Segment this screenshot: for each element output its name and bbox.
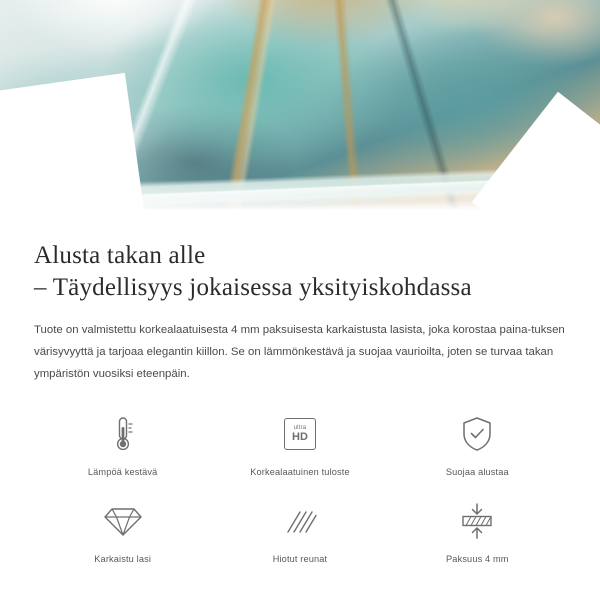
thickness-arrows-icon xyxy=(458,499,496,543)
hero-image-canvas xyxy=(0,0,600,222)
feature-label: Suojaa alustaa xyxy=(445,466,509,477)
ultra-hd-icon xyxy=(284,412,316,456)
feature-item-print-quality xyxy=(211,412,388,477)
content-area xyxy=(0,240,600,564)
feature-label: Karkaistu lasi xyxy=(94,553,152,564)
hero-bottom-fade xyxy=(0,180,600,222)
feature-label: Paksuus 4 mm xyxy=(446,553,509,564)
feature-item-heat-resistant xyxy=(34,412,211,477)
hero-image xyxy=(0,0,600,222)
feature-item-surface-protection xyxy=(389,412,566,477)
description-paragraph: Tuote on valmistettu korkealaatuisesta 4 mm paksuisesta karkaistusta lasista, joka korostaa paina-tuksen värisyvyyttä ja tarjoaa elegantin kiillon. Se on lämmönkestävä ja suojaa vaurioilta, joten se turvaa takan ympäristön vuosiksi eteenpäin. xyxy=(34,324,565,380)
diamond-icon xyxy=(103,499,143,543)
page-title xyxy=(34,240,566,304)
headline-line-1: Alusta takan alle xyxy=(34,242,206,269)
ultra-hd-badge-bottom: HD xyxy=(292,430,308,443)
feature-item-thickness xyxy=(389,499,566,564)
feature-item-polished-edges xyxy=(211,499,388,564)
feature-label: Lämpöä kestävä xyxy=(87,466,158,477)
feature-label: Korkealaatuinen tuloste xyxy=(250,466,350,477)
headline-line-2: – Täydellisyys jokaisessa yksityiskohdassa xyxy=(34,274,472,301)
feature-grid xyxy=(34,412,566,564)
polished-edges-icon xyxy=(282,499,318,543)
feature-item-tempered-glass xyxy=(34,499,211,564)
shield-check-icon xyxy=(460,412,494,456)
ultra-hd-badge-top: ultra xyxy=(293,424,307,431)
thermometer-icon xyxy=(107,412,139,456)
feature-label: Hiotut reunat xyxy=(272,553,328,564)
